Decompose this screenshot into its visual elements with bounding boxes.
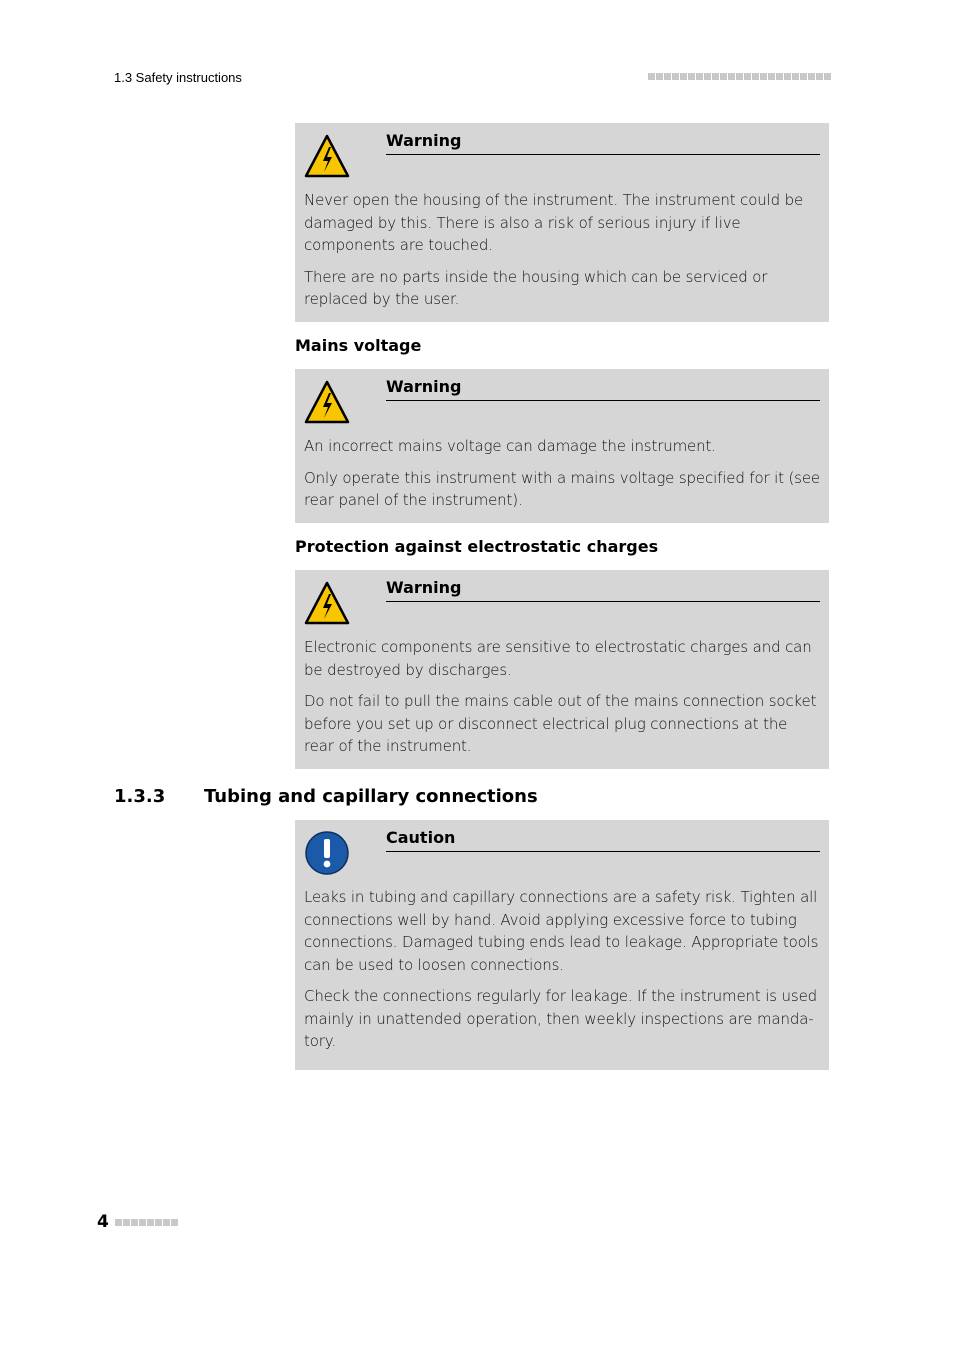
high-voltage-warning-icon [304, 580, 350, 626]
caution-box-tubing [295, 820, 829, 1070]
warning-box-mains-voltage [295, 369, 829, 523]
warning-box-housing [295, 123, 829, 322]
exclamation-caution-icon [304, 830, 350, 876]
page-footer [97, 1212, 178, 1232]
running-head: 1.3 Safety instructions [114, 70, 242, 85]
subheading-electrostatic: Protection against electrostatic charges [295, 537, 659, 556]
notice-paragraph: Check the connections regularly for leakage. If the instrument is used mainly in unattended operation, then weekly inspections are manda-tory. [304, 987, 818, 1050]
notice-paragraph: Leaks in tubing and capillary connections are a safety risk. Tighten all connections well by hand. Avoid applying excessive force to tubing connections. Damaged tubing ends lead to leakage. Appropriate tools can be used to loosen connections. [304, 888, 819, 974]
subheading-mains-voltage: Mains voltage [295, 336, 422, 355]
notice-paragraph: Electronic components are sensitive to electrostatic charges and can be destroyed by discharges. [304, 638, 812, 679]
notice-paragraph: There are no parts inside the housing which can be serviced or replaced by the user. [304, 267, 768, 308]
header-decoration [648, 73, 831, 80]
notice-paragraph: Do not fail to pull the mains cable out of the mains connection socket before you set up or disconnect electrical plug connections at the rear of the instrument. [304, 692, 817, 755]
section-title: Tubing and capillary connections [204, 786, 538, 807]
page-number: 4 [97, 1212, 109, 1232]
notice-paragraph: Only operate this instrument with a mains voltage specified for it (see rear panel of the instrument). [304, 468, 821, 509]
notice-title: Warning [386, 577, 820, 602]
notice-title: Warning [386, 376, 820, 401]
high-voltage-warning-icon [304, 379, 350, 425]
footer-decoration [115, 1219, 178, 1226]
high-voltage-warning-icon [304, 133, 350, 179]
notice-title: Caution [386, 827, 820, 852]
notice-paragraph: An incorrect mains voltage can damage the instrument. [304, 437, 716, 455]
notice-paragraph: Never open the housing of the instrument. The instrument could be damaged by this. There is also a risk of serious injury if live components are touched. [304, 191, 804, 254]
notice-title: Warning [386, 130, 820, 155]
warning-box-electrostatic [295, 570, 829, 769]
section-number: 1.3.3 [114, 786, 166, 807]
